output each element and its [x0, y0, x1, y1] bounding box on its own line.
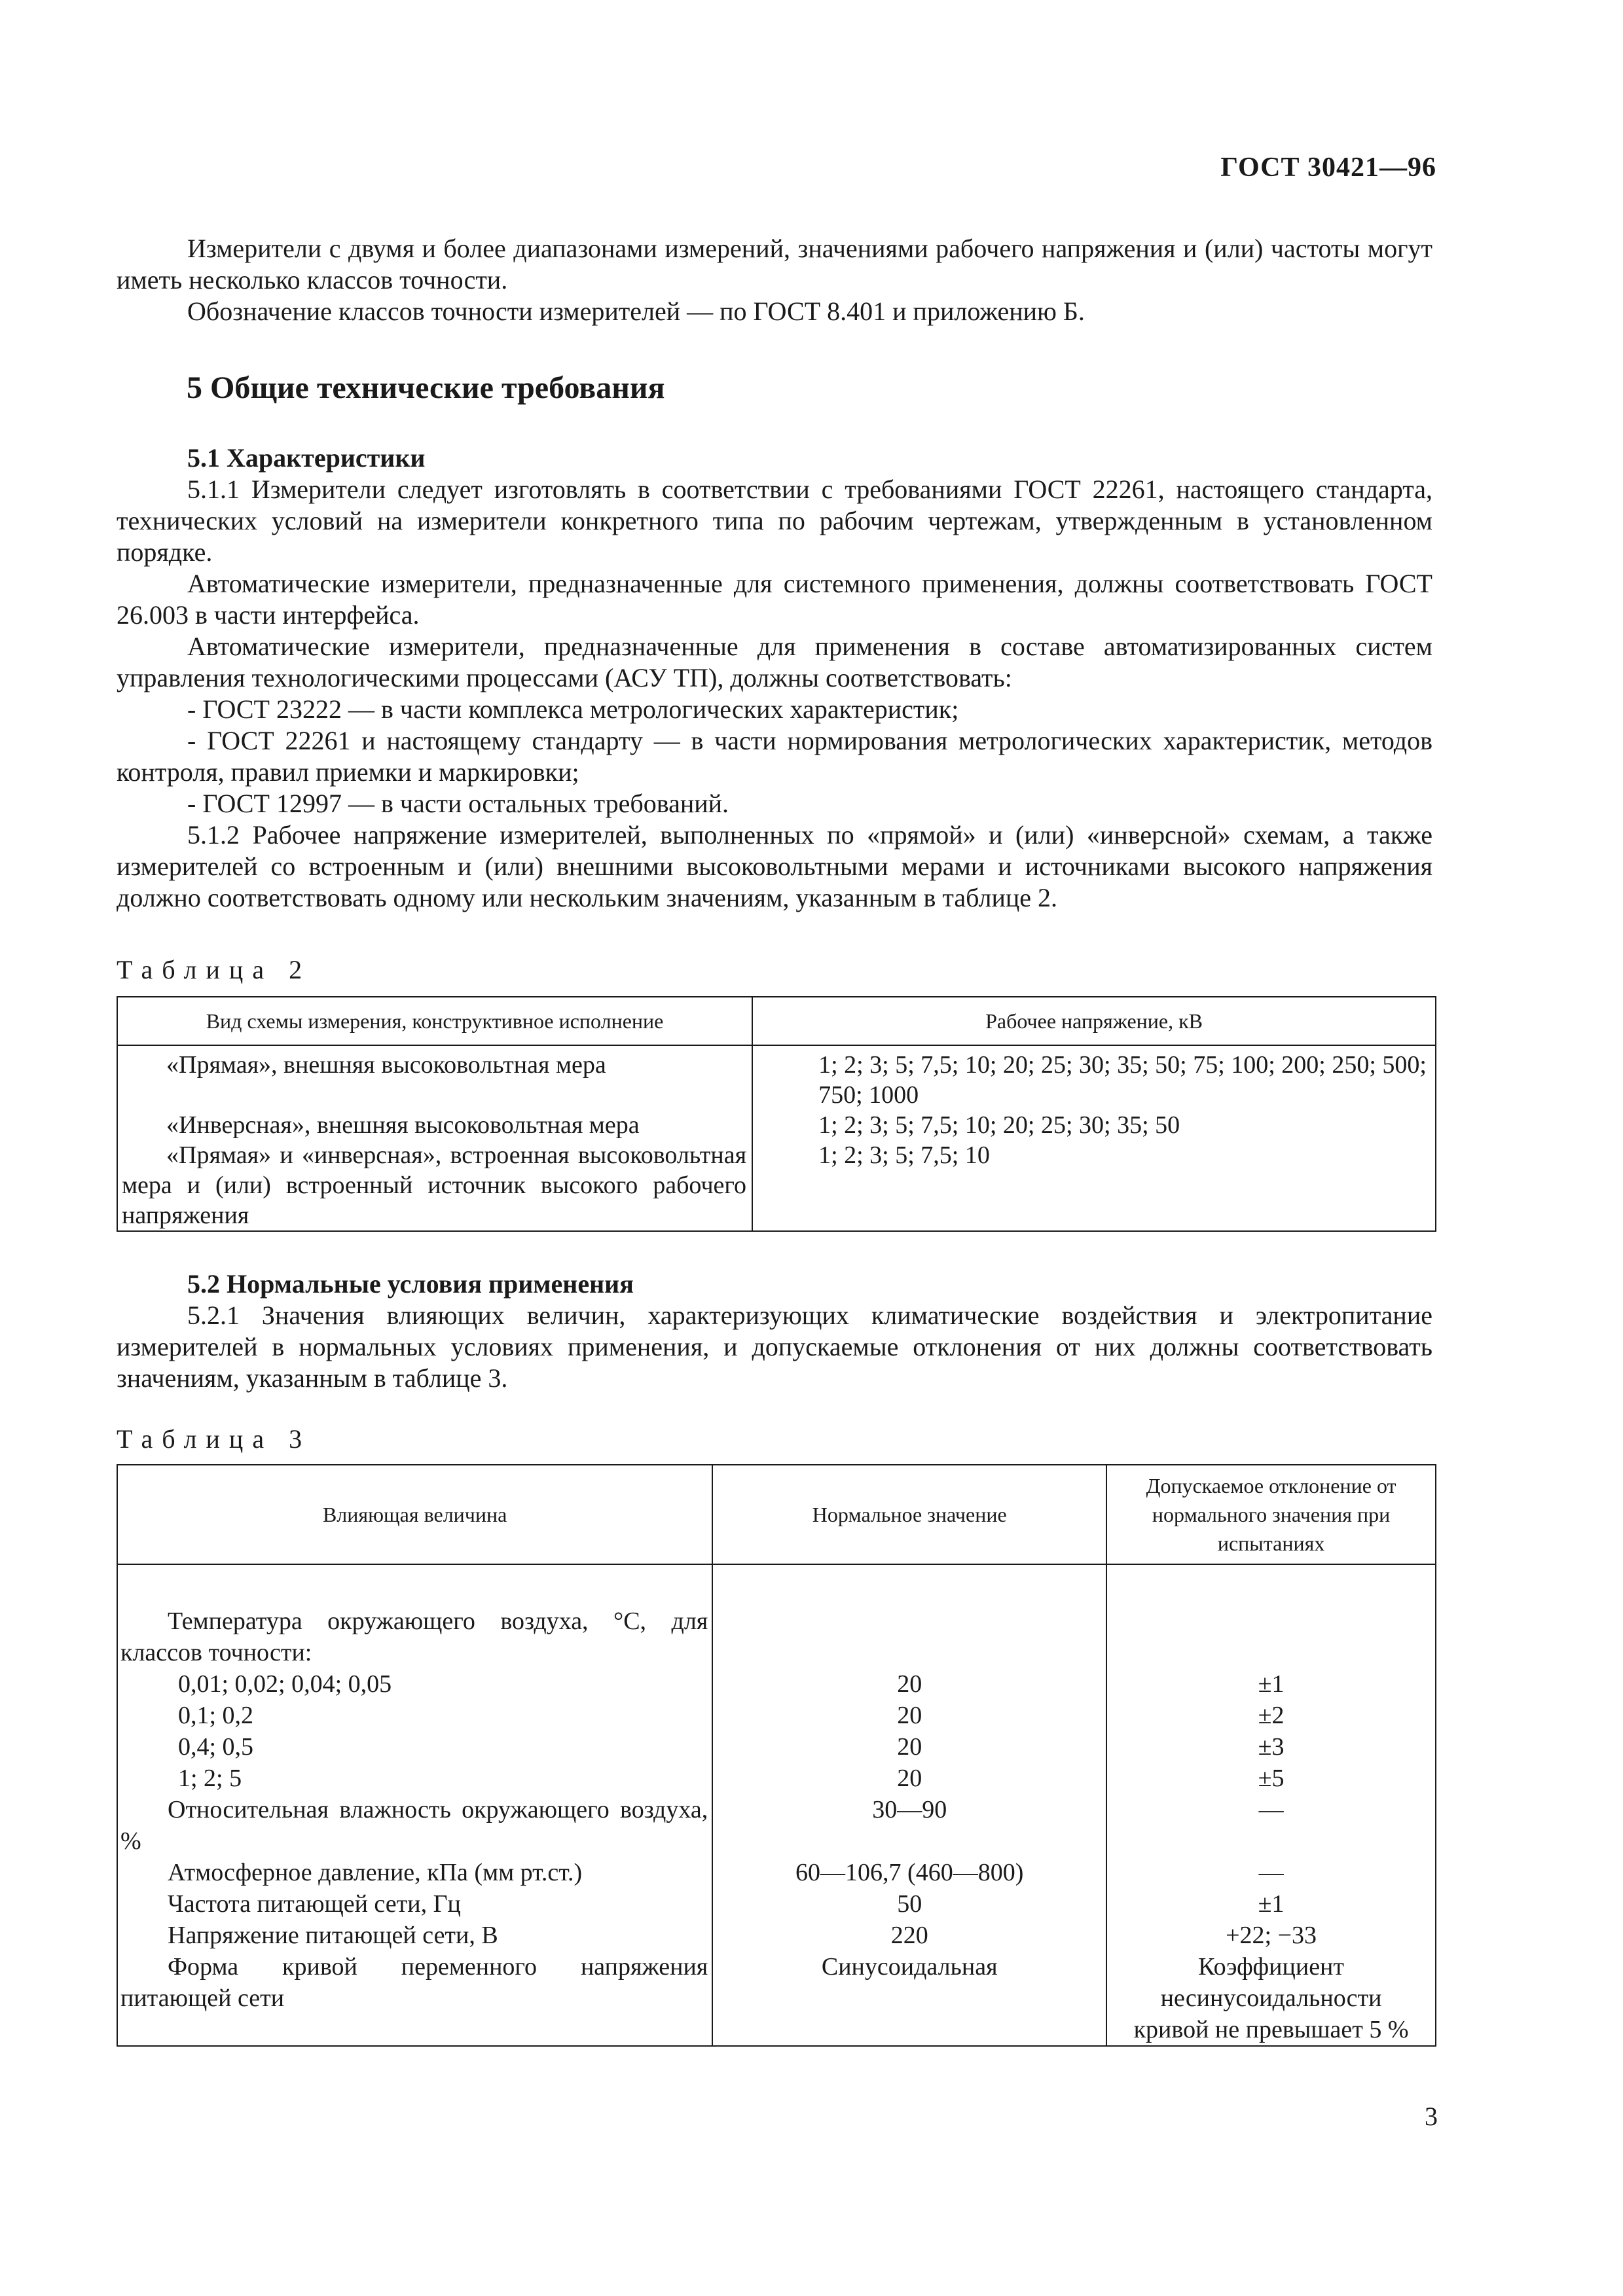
table-cell: Форма кривой переменного напряжения питающей сети — [117, 1951, 712, 2046]
paragraph-auto-asu: Автоматические измерители, предназначенные для применения в составе автоматизированных систем управления технологическими процессами (АСУ ТП), должны соответствовать: — [117, 632, 1432, 692]
table-cell: 1; 2; 5 — [117, 1763, 712, 1794]
table-cell: 20 — [712, 1731, 1106, 1763]
table-row — [117, 1668, 1436, 1700]
table-cell: 60—106,7 (460—800) — [712, 1857, 1106, 1888]
table-3-header-normal: Нормальное значение — [712, 1465, 1106, 1564]
table-cell: ±5 — [1106, 1763, 1436, 1794]
table-cell: 30—90 — [712, 1794, 1106, 1857]
table-header-row — [117, 997, 1436, 1045]
doc-code-header: ГОСТ 30421—96 — [1220, 152, 1436, 183]
table-cell: 20 — [712, 1700, 1106, 1731]
table-cell: 20 — [712, 1763, 1106, 1794]
table-3-label: Таблица 3 — [117, 1424, 312, 1454]
section-5-1-block — [117, 442, 1432, 914]
table-row — [117, 1951, 1436, 2046]
table-cell: Атмосферное давление, кПа (мм рт.ст.) — [117, 1857, 712, 1888]
subsection-5-2-title: 5.2 Нормальные условия применения — [187, 1269, 634, 1299]
table-cell: 50 — [712, 1888, 1106, 1920]
table-row — [117, 1920, 1436, 1951]
table-3-header-quantity: Влияющая величина — [117, 1465, 712, 1564]
table-cell: Относительная влажность окружающего воздуха, % — [117, 1794, 712, 1857]
table-cell: ±3 — [1106, 1731, 1436, 1763]
table-row — [117, 1140, 1436, 1231]
list-item: - ГОСТ 23222 — в части комплекса метрологических характеристик; — [187, 694, 959, 724]
table-header-row — [117, 1465, 1436, 1564]
table-cell: ±1 — [1106, 1668, 1436, 1700]
table-cell: Коэффициент несинусоидальности кривой не превышает 5 % — [1106, 1951, 1436, 2046]
table-2-label: Таблица 2 — [117, 955, 312, 984]
table-row — [117, 1700, 1436, 1731]
table-cell: «Инверсная», внешняя высоковольтная мера — [117, 1110, 752, 1140]
table-cell — [1106, 1605, 1436, 1668]
table-row — [117, 1605, 1436, 1668]
subsection-5-1-title: 5.1 Характеристики — [187, 443, 426, 473]
list-item: - ГОСТ 12997 — в части остальных требований. — [187, 789, 729, 818]
table-row — [117, 1045, 1436, 1110]
table-row — [117, 1763, 1436, 1794]
table-2-header-voltage: Рабочее напряжение, кВ — [752, 997, 1436, 1045]
table-cell: 1; 2; 3; 5; 7,5; 10; 20; 25; 30; 35; 50; 75; 100; 200; 250; 500; 750; 1000 — [752, 1045, 1436, 1110]
table-cell: Частота питающей сети, Гц — [117, 1888, 712, 1920]
table-row — [117, 1888, 1436, 1920]
paragraph-auto-interface: Автоматические измерители, предназначенные для системного применения, должны соответствовать ГОСТ 26.003 в части интерфейса. — [117, 569, 1432, 630]
list-item: - ГОСТ 22261 и настоящему стандарту — в части нормирования метрологических характеристик, методов контроля, правил приемки и маркировки; — [117, 726, 1432, 787]
table-cell: ±1 — [1106, 1888, 1436, 1920]
table-cell: Напряжение питающей сети, В — [117, 1920, 712, 1951]
intro-block — [117, 233, 1432, 327]
paragraph-5-1-1: 5.1.1 Измерители следует изготовлять в соответствии с требованиями ГОСТ 22261, настоящего стандарта, технических условий на измерители конкретного типа по рабочим чертежам, утвержденным в установленном порядке. — [117, 475, 1432, 567]
paragraph-accuracy-classes: Измерители с двумя и более диапазонами измерений, значениями рабочего напряжения и (или) частоты могут иметь несколько классов точности. — [117, 234, 1432, 295]
table-cell: +22; −33 — [1106, 1920, 1436, 1951]
table-cell: ±2 — [1106, 1700, 1436, 1731]
table-row — [117, 1794, 1436, 1857]
table-cell — [712, 1605, 1106, 1668]
paragraph-5-1-2: 5.1.2 Рабочее напряжение измерителей, выполненных по «прямой» и (или) «инверсной» схемам, а также измерителей со встроенным и (или) внешними высоковольтными мерами и источниками высокого напряжения должно соответствовать одному или нескольким значениям, указанным в таблице 2. — [117, 820, 1432, 912]
table-cell: 1; 2; 3; 5; 7,5; 10; 20; 25; 30; 35; 50 — [752, 1110, 1436, 1140]
table-row — [117, 1110, 1436, 1140]
table-3 — [117, 1464, 1436, 2047]
table-cell: 0,1; 0,2 — [117, 1700, 712, 1731]
table-cell: 220 — [712, 1920, 1106, 1951]
table-spacer-row — [117, 1564, 1436, 1605]
page-number: 3 — [1425, 2102, 1438, 2131]
table-cell: 0,4; 0,5 — [117, 1731, 712, 1763]
table-cell: 0,01; 0,02; 0,04; 0,05 — [117, 1668, 712, 1700]
table-cell: 1; 2; 3; 5; 7,5; 10 — [752, 1140, 1436, 1231]
table-cell: Синусоидальная — [712, 1951, 1106, 2046]
table-2-header-scheme: Вид схемы измерения, конструктивное исполнение — [117, 997, 752, 1045]
table-3-header-deviation: Допускаемое отклонение от нормального значения при испытаниях — [1106, 1465, 1436, 1564]
section-5-title: 5 Общие технические требования — [187, 370, 665, 405]
paragraph-5-2-1: 5.2.1 Значения влияющих величин, характеризующих климатические воздействия и электропитание измерителей в нормальных условиях применения, и допускаемые отклонения от них должны соответствовать значениям, указанным в таблице 3. — [117, 1300, 1432, 1393]
table-cell: «Прямая», внешняя высоковольтная мера — [117, 1045, 752, 1110]
table-row — [117, 1857, 1436, 1888]
table-cell: — — [1106, 1857, 1436, 1888]
table-cell: 20 — [712, 1668, 1106, 1700]
table-cell: «Прямая» и «инверсная», встроенная высоковольтная мера и (или) встроенный источник высокого рабочего напряжения — [117, 1140, 752, 1231]
table-row — [117, 1731, 1436, 1763]
paragraph-class-designation: Обозначение классов точности измерителей — по ГОСТ 8.401 и приложению Б. — [187, 296, 1085, 326]
table-cell: — — [1106, 1794, 1436, 1857]
table-2 — [117, 996, 1436, 1232]
table-cell: Температура окружающего воздуха, °С, для классов точности: — [117, 1605, 712, 1668]
section-5-2-block — [117, 1268, 1432, 1394]
